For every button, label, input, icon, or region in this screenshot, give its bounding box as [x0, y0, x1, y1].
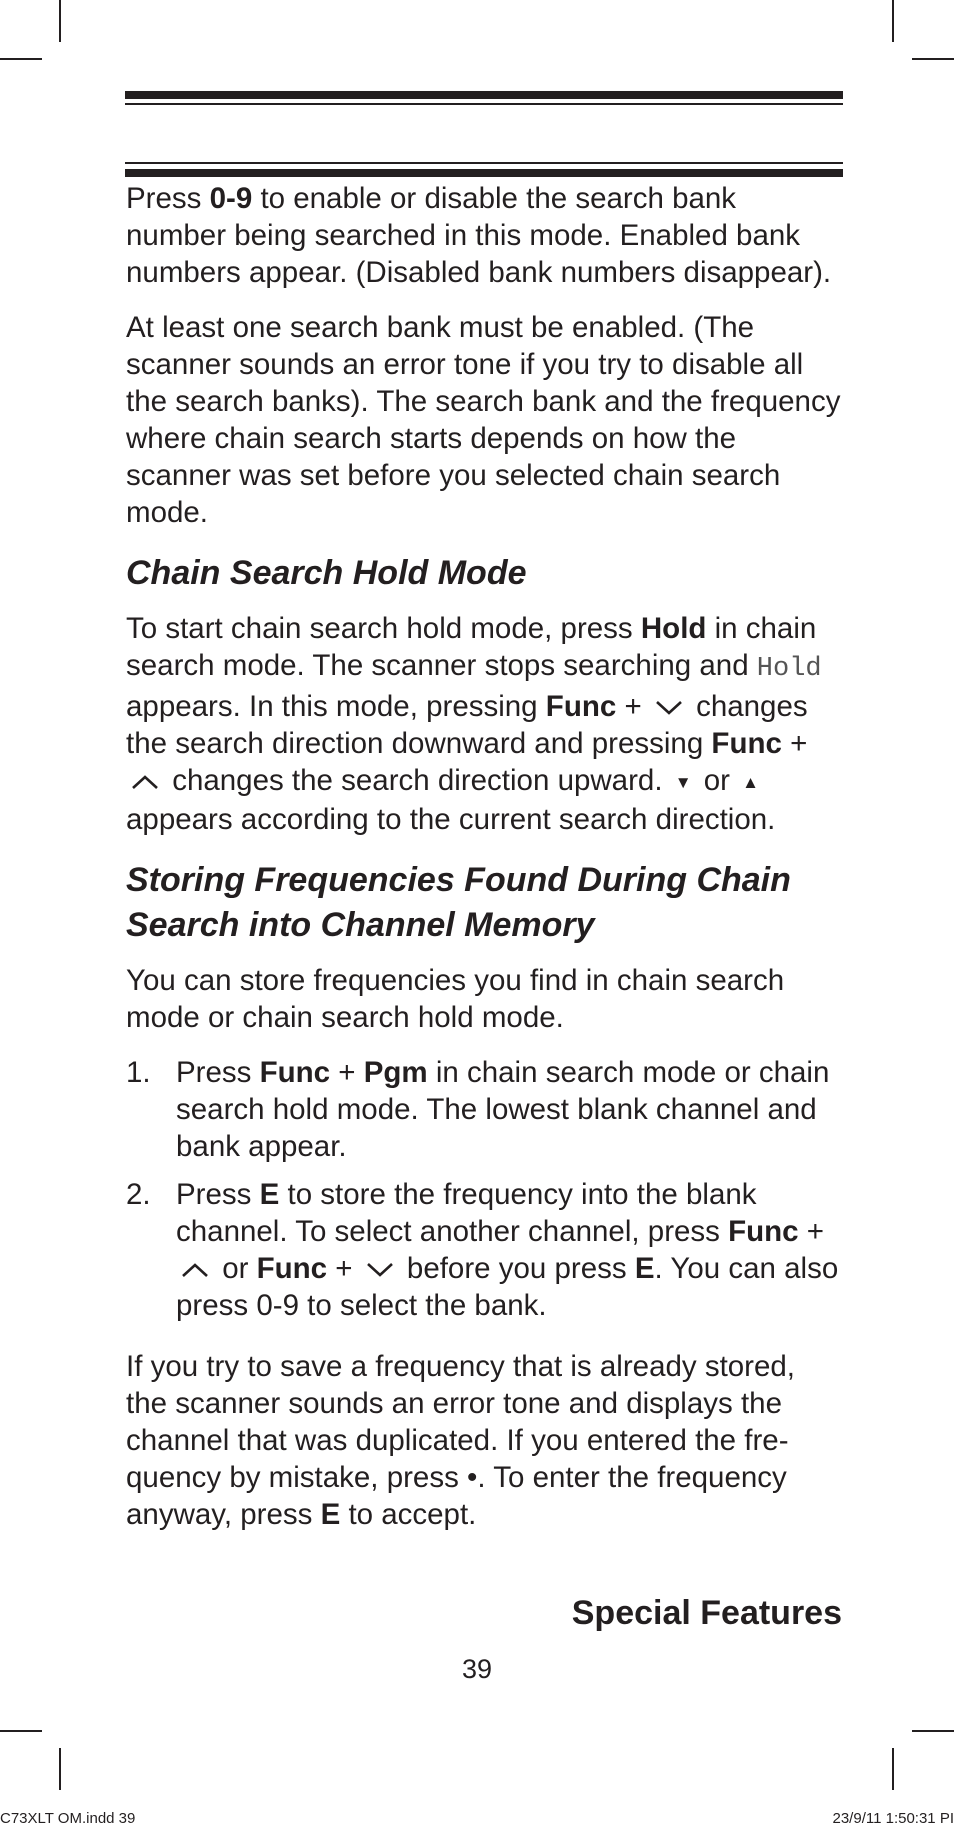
header-rule [125, 103, 843, 105]
paragraph: At least one search bank must be enabled. (The scanner sounds an error tone if you try to disable all the search banks). The search bank and the frequency where chain search starts depends on how the scanner was set before you selected chain search mode. [126, 311, 841, 529]
crop-mark [892, 1748, 894, 1790]
list-item: 1. Press Func + Pgm in chain search mode or chain search hold mode. The lowest blank channel and bank appear. [126, 1056, 830, 1163]
key-label: Func [259, 1056, 331, 1089]
crop-mark [59, 0, 61, 42]
dot-key-icon: • [467, 1461, 478, 1494]
step-number: 1. [126, 1056, 151, 1089]
slug-file: C73XLT OM.indd 39 [0, 1810, 136, 1827]
steps-list [126, 1054, 842, 1324]
slug-timestamp: 23/9/11 1:50:31 PI [832, 1810, 954, 1827]
key-label: E [259, 1178, 280, 1211]
crop-mark [0, 58, 42, 60]
key-label: Func [711, 727, 782, 760]
chevron-down-icon [365, 1260, 395, 1280]
paragraph: You can store frequencies you find in chain search mode or chain search hold mode. [126, 964, 785, 1034]
list-item: 2. Press E to store the frequency into the blank channel. To select another channel, press Func + or Func + before you press E. You can also press 0-9 to select the bank. [126, 1178, 839, 1322]
key-label: Func [728, 1215, 799, 1248]
section-tag: Special Features [571, 1594, 842, 1632]
header-rule [125, 162, 843, 164]
key-label: Pgm [363, 1056, 428, 1089]
header-rule [125, 169, 843, 177]
key-label: Func [545, 690, 617, 723]
down-triangle-icon: ▼ [674, 773, 692, 792]
header-rule [125, 91, 843, 99]
lcd-text: Hold [756, 654, 822, 684]
crop-mark [0, 1730, 42, 1732]
key-label: E [634, 1252, 655, 1285]
paragraph: To start chain search hold mode, press Hold in chain search mode. The scanner stops searching and Hold appears. In this mode, pressing Func + changes the search direction downward and pressing Func + changes the search direction upward. ▼ or ▲ appears according to the current search direction. [126, 612, 822, 836]
crop-mark [912, 1730, 954, 1732]
key-label: Hold [640, 612, 707, 645]
paragraph: If you try to save a frequency that is already stored, the scanner sounds an error tone and displays the channel that was duplicated. If you entered the fre-quency by mistake, press •. To enter the frequency anyway, press E to accept. [126, 1350, 796, 1531]
crop-mark [59, 1748, 61, 1790]
section-heading: Storing Frequencies Found During Chain Search into Channel Memory [126, 861, 791, 944]
page-content [126, 180, 842, 1551]
step-number: 2. [126, 1178, 151, 1211]
chevron-up-icon [130, 772, 160, 792]
up-triangle-icon: ▲ [742, 773, 759, 792]
key-label: 0-9 [209, 182, 253, 215]
crop-mark [912, 58, 954, 60]
page-number: 39 [461, 1654, 493, 1684]
key-label: Func [256, 1252, 328, 1285]
paragraph: Press 0-9 to enable or disable the search bank number being searched in this mode. Enabled bank numbers appear. (Disabled bank numbers disappear). [126, 182, 832, 289]
chevron-up-icon [180, 1260, 210, 1280]
crop-mark [892, 0, 894, 42]
chevron-down-icon [654, 698, 684, 718]
key-label: E [320, 1498, 341, 1531]
section-heading: Chain Search Hold Mode [126, 554, 527, 592]
